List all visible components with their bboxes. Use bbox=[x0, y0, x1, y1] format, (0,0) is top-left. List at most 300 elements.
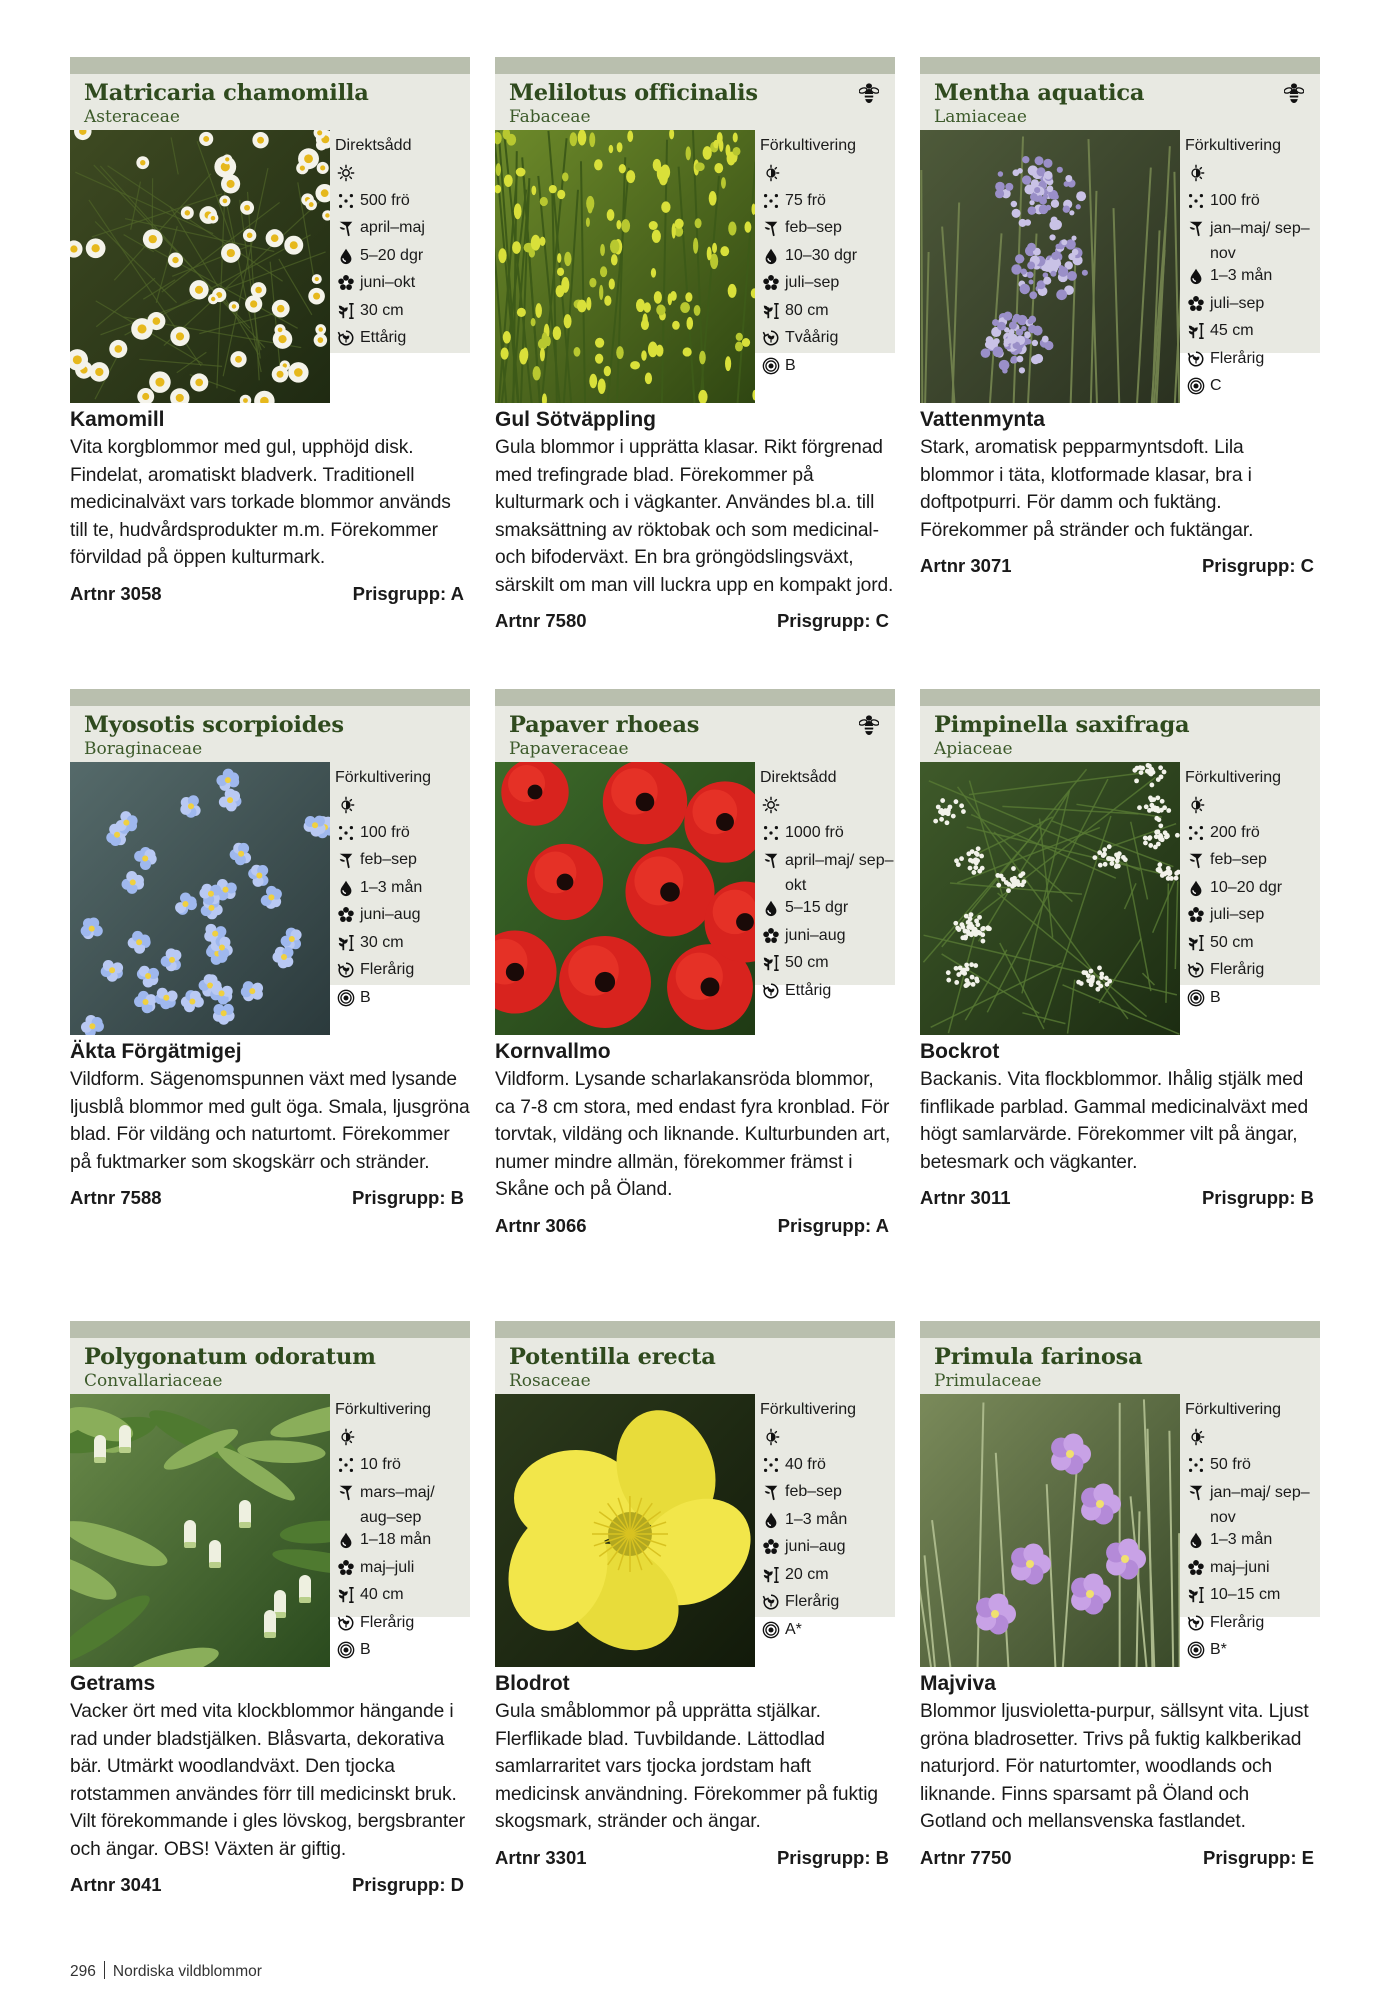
plant-height-value: 30 cm bbox=[360, 933, 404, 951]
sowing-method: Förkultivering bbox=[1185, 1401, 1282, 1418]
sun-icon bbox=[335, 163, 357, 183]
flower-icon bbox=[335, 273, 357, 293]
seeds-icon bbox=[335, 1455, 357, 1475]
card-body bbox=[920, 1670, 1320, 1872]
plant-card bbox=[495, 57, 895, 689]
sowing-period bbox=[760, 1482, 895, 1510]
light-requirement bbox=[1185, 163, 1320, 191]
target-icon bbox=[1185, 1640, 1207, 1660]
difficulty-group bbox=[760, 356, 895, 384]
plant-family: Fabaceae bbox=[509, 107, 591, 127]
plant-description: Blommor ljusvioletta-purpur, sällsynt vita. Ljust gröna bladrosetter. Trivs på fuktig kalkberikad naturjord. För naturtomter, woodlands och liknande. Finns sparsamt på Öland och Gotland och mellansvenska fastlandet. bbox=[920, 1701, 1309, 1832]
target-icon bbox=[760, 1620, 782, 1640]
price-group: Prisgrupp: A bbox=[352, 582, 464, 604]
product-meta bbox=[495, 607, 895, 635]
card-body bbox=[70, 1670, 470, 1899]
card-header-bar bbox=[70, 689, 470, 706]
plant-description: Gula blommor i upprätta klasar. Rikt förgrenad med trefingrade blad. Förekommer på kulturmark och i vägkanter. Användes bl.a. till smaksättning av röktobak och som medicinal- och bifoderväxt. En bra gröngödslingsväxt, särskilt om man vill luckra upp en kompakt jord. bbox=[495, 437, 894, 596]
sowing-icon bbox=[335, 850, 357, 870]
sowing-period-value: feb–sep bbox=[1210, 851, 1267, 868]
card-info-panel bbox=[70, 706, 470, 1006]
sowing-period-value: jan–maj/ sep–nov bbox=[1210, 1484, 1310, 1526]
germination-time bbox=[1185, 266, 1320, 294]
water-mint-photo bbox=[920, 130, 1180, 403]
difficulty-group bbox=[335, 988, 470, 1016]
sowing-period bbox=[1185, 1482, 1320, 1530]
seeds-icon bbox=[760, 823, 782, 843]
flowering-period-value: juli–sep bbox=[1210, 294, 1265, 312]
flowering-period-value: maj–juli bbox=[360, 1558, 415, 1576]
price-group: Prisgrupp: C bbox=[1201, 555, 1314, 576]
seed-count-value: 1000 frö bbox=[785, 823, 844, 841]
card-body bbox=[70, 406, 470, 608]
card-info-panel bbox=[920, 706, 1320, 1006]
germination-time bbox=[335, 1530, 470, 1558]
life-cycle bbox=[1185, 349, 1320, 377]
flowering-period bbox=[760, 273, 895, 301]
growing-specs bbox=[1185, 768, 1320, 1015]
sowing-method: Förkultivering bbox=[335, 769, 432, 786]
flower-icon bbox=[760, 273, 782, 293]
flower-icon bbox=[1185, 294, 1207, 314]
card-header-bar bbox=[495, 689, 895, 706]
plant-card bbox=[920, 1321, 1320, 1953]
card-row bbox=[70, 1321, 1320, 1953]
plant-height-value: 10–15 cm bbox=[1210, 1586, 1281, 1603]
footer-divider bbox=[104, 1961, 105, 1979]
page-footer bbox=[70, 1961, 262, 1981]
plant-height bbox=[335, 301, 470, 329]
plant-height bbox=[760, 301, 895, 329]
drop-icon bbox=[1185, 1530, 1207, 1550]
seed-count bbox=[760, 823, 895, 851]
germination-time-value: 10–30 dgr bbox=[785, 246, 858, 264]
seeds-icon bbox=[760, 1455, 782, 1475]
article-number: Artnr 3071 bbox=[920, 555, 1012, 576]
seed-count bbox=[335, 191, 470, 219]
target-icon bbox=[760, 356, 782, 376]
card-body bbox=[920, 406, 1320, 580]
cycle-icon bbox=[1185, 349, 1207, 369]
product-grid bbox=[70, 57, 1320, 1953]
height-icon bbox=[1185, 1585, 1207, 1605]
card-header-bar bbox=[70, 57, 470, 74]
germination-time-value: 1–3 mån bbox=[360, 878, 423, 896]
card-info-panel bbox=[920, 74, 1320, 394]
flowering-period-value: maj–juni bbox=[1210, 1558, 1270, 1576]
plant-family: Lamiaceae bbox=[934, 107, 1027, 127]
growing-specs bbox=[335, 1400, 470, 1668]
card-header-bar bbox=[920, 689, 1320, 706]
germination-time-value: 1–3 mån bbox=[1210, 267, 1273, 284]
seeds-icon bbox=[1185, 191, 1207, 211]
light-requirement bbox=[1185, 795, 1320, 823]
plant-height bbox=[760, 1565, 895, 1593]
plant-family: Primulaceae bbox=[934, 1371, 1042, 1391]
seed-count-value: 100 frö bbox=[360, 823, 410, 841]
height-icon bbox=[1185, 933, 1207, 953]
common-name: Majviva bbox=[920, 1672, 996, 1695]
common-name: Vattenmynta bbox=[920, 408, 1045, 431]
plant-card bbox=[70, 57, 470, 689]
seed-count bbox=[1185, 1455, 1320, 1483]
light-requirement bbox=[335, 1427, 470, 1455]
seeds-icon bbox=[760, 191, 782, 211]
seed-count-value: 100 frö bbox=[1210, 191, 1260, 209]
common-name: Blodrot bbox=[495, 1672, 570, 1695]
plant-description: Vita korgblommor med gul, upphöjd disk. Findelat, aromatiskt bladverk. Traditionell medicinalväxt vars torkade blommor används till te, hudvårdsprodukter m.m. Förekommer förvildad på öppen kulturmark. bbox=[70, 437, 451, 568]
cycle-icon bbox=[1185, 1613, 1207, 1633]
germination-time-value: 5–20 dgr bbox=[360, 246, 424, 264]
life-cycle bbox=[335, 960, 470, 988]
common-name: Äkta Förgätmigej bbox=[70, 1040, 242, 1063]
flowering-period bbox=[1185, 1558, 1320, 1586]
life-cycle bbox=[760, 328, 895, 356]
plant-description: Stark, aromatisk pepparmyntsdoft. Lila blommor i täta, klotformade klasar, bra i doftpotpurri. För damm och fuktäng. Förekommer på stränder och fuktängar. bbox=[920, 437, 1254, 541]
section-name: Nordiska vildblommor bbox=[112, 1963, 262, 1980]
target-icon bbox=[1185, 988, 1207, 1008]
card-header-bar bbox=[920, 1321, 1320, 1338]
product-meta bbox=[70, 1871, 470, 1899]
scientific-name: Primula farinosa bbox=[934, 1344, 1143, 1370]
card-body bbox=[495, 1670, 895, 1872]
common-name: Getrams bbox=[70, 1672, 156, 1695]
sowing-period bbox=[1185, 850, 1320, 878]
flowering-period-value: juni–aug bbox=[360, 906, 421, 923]
card-header-bar bbox=[70, 1321, 470, 1338]
plant-card bbox=[495, 1321, 895, 1953]
product-meta bbox=[920, 1844, 1320, 1872]
flowering-period-value: juli–sep bbox=[785, 274, 840, 291]
flowering-period bbox=[1185, 294, 1320, 322]
seed-count bbox=[1185, 191, 1320, 219]
scientific-name: Mentha aquatica bbox=[934, 80, 1145, 106]
sowing-icon bbox=[760, 218, 782, 238]
difficulty-group-value: B bbox=[360, 988, 371, 1006]
germination-time-value: 5–15 dgr bbox=[785, 899, 849, 916]
growing-specs bbox=[1185, 136, 1320, 404]
plant-height bbox=[335, 933, 470, 961]
sowing-period-value: jan–maj/ sep–nov bbox=[1210, 220, 1310, 262]
height-icon bbox=[335, 1585, 357, 1605]
flowering-period bbox=[335, 273, 470, 301]
seed-count-value: 10 frö bbox=[360, 1455, 401, 1473]
seeds-icon bbox=[1185, 823, 1207, 843]
card-header-bar bbox=[495, 57, 895, 74]
scientific-name: Pimpinella saxifraga bbox=[934, 712, 1190, 738]
sowing-method: Förkultivering bbox=[335, 1401, 432, 1418]
price-group: Prisgrupp: C bbox=[776, 610, 889, 631]
growing-specs bbox=[760, 768, 895, 1008]
difficulty-group bbox=[1185, 988, 1320, 1016]
drop-icon bbox=[335, 246, 357, 266]
sowing-method: Förkultivering bbox=[760, 1401, 857, 1418]
sowing-period bbox=[760, 218, 895, 246]
seed-count-value: 200 frö bbox=[1210, 823, 1260, 841]
seed-count bbox=[1185, 823, 1320, 851]
seed-count bbox=[335, 823, 470, 851]
article-number: Artnr 3066 bbox=[495, 1214, 587, 1236]
yellow-sweetclover-photo bbox=[495, 130, 755, 403]
sowing-period-value: april–maj bbox=[360, 219, 425, 236]
solomons-seal-photo bbox=[70, 1394, 330, 1667]
sun-partial-shade-icon bbox=[335, 1427, 357, 1447]
sowing-method: Förkultivering bbox=[1185, 769, 1282, 786]
sun-partial-shade-icon bbox=[335, 795, 357, 815]
growing-specs bbox=[1185, 1400, 1320, 1668]
flowering-period-value: juni–okt bbox=[360, 274, 416, 291]
plant-height-value: 50 cm bbox=[1210, 933, 1254, 951]
drop-icon bbox=[1185, 878, 1207, 898]
sowing-period-value: feb–sep bbox=[785, 1483, 842, 1500]
price-group: Prisgrupp: B bbox=[351, 1187, 464, 1208]
life-cycle bbox=[760, 981, 895, 1009]
difficulty-group-value: B* bbox=[1210, 1641, 1227, 1658]
life-cycle bbox=[760, 1592, 895, 1620]
plant-description: Backanis. Vita flockblommor. Ihålig stjälk med finflikade parblad. Gammal medicinalväxt med högt samlarvärde. Förekommer vilt på ängar, betesmark och vägkanter. bbox=[920, 1069, 1309, 1173]
plant-height-value: 20 cm bbox=[785, 1565, 829, 1583]
sowing-method: Förkultivering bbox=[1185, 137, 1282, 154]
plant-family: Boraginaceae bbox=[84, 739, 203, 759]
sowing-icon bbox=[760, 850, 782, 870]
card-row bbox=[70, 57, 1320, 689]
life-cycle bbox=[335, 328, 470, 356]
target-icon bbox=[1185, 376, 1207, 396]
sun-partial-shade-icon bbox=[1185, 1427, 1207, 1447]
product-meta bbox=[495, 1844, 895, 1872]
bee-icon bbox=[859, 714, 879, 738]
seed-count bbox=[760, 191, 895, 219]
sun-icon bbox=[760, 795, 782, 815]
plant-family: Rosaceae bbox=[509, 1371, 591, 1391]
flowering-period-value: juli–sep bbox=[1210, 906, 1265, 923]
scientific-name: Melilotus officinalis bbox=[509, 80, 758, 106]
germination-time-value: 10–20 dgr bbox=[1210, 878, 1283, 896]
height-icon bbox=[335, 933, 357, 953]
life-cycle-value: Tvåårig bbox=[785, 329, 839, 346]
seed-count-value: 40 frö bbox=[785, 1455, 826, 1473]
difficulty-group-value: B bbox=[785, 356, 796, 374]
seed-count bbox=[335, 1455, 470, 1483]
sowing-icon bbox=[335, 1482, 357, 1502]
drop-icon bbox=[760, 246, 782, 266]
sowing-period-value: mars–maj/ aug–sep bbox=[360, 1484, 435, 1526]
scientific-name: Myosotis scorpioides bbox=[84, 712, 344, 738]
sowing-icon bbox=[335, 218, 357, 238]
sowing-method: Direktsådd bbox=[760, 769, 837, 786]
card-header-bar bbox=[495, 1321, 895, 1338]
flower-icon bbox=[335, 905, 357, 925]
plant-card bbox=[920, 689, 1320, 1321]
germination-time bbox=[760, 1510, 895, 1538]
drop-icon bbox=[760, 1510, 782, 1530]
difficulty-group bbox=[335, 1640, 470, 1668]
life-cycle bbox=[1185, 1613, 1320, 1641]
light-requirement bbox=[760, 163, 895, 191]
article-number: Artnr 3058 bbox=[70, 582, 162, 604]
plant-height bbox=[760, 953, 895, 981]
article-number: Artnr 3041 bbox=[70, 1874, 162, 1895]
target-icon bbox=[335, 988, 357, 1008]
difficulty-group bbox=[760, 1620, 895, 1648]
germination-time bbox=[335, 246, 470, 274]
product-meta bbox=[920, 552, 1320, 580]
difficulty-group-value: C bbox=[1210, 377, 1222, 394]
drop-icon bbox=[760, 898, 782, 918]
flower-icon bbox=[1185, 1558, 1207, 1578]
life-cycle-value: Flerårig bbox=[1210, 1613, 1265, 1631]
growing-specs bbox=[335, 768, 470, 1015]
germination-time-value: 1–3 mån bbox=[1210, 1531, 1273, 1548]
difficulty-group-value: B bbox=[360, 1641, 371, 1658]
plant-description: Gula småblommor på upprätta stjälkar. Flerflikade blad. Tuvbildande. Lättodlad samlarraritet vars tjocka jordstam haft medicinsk användning. Förekommer på fuktig skogsmark, stränder och ängar. bbox=[495, 1701, 878, 1832]
difficulty-group bbox=[1185, 1640, 1320, 1668]
common-name: Gul Sötväppling bbox=[495, 408, 656, 431]
sowing-period bbox=[335, 1482, 470, 1530]
sowing-period bbox=[1185, 218, 1320, 266]
flower-icon bbox=[760, 1537, 782, 1557]
seeds-icon bbox=[335, 823, 357, 843]
plant-family: Convallariaceae bbox=[84, 1371, 223, 1391]
life-cycle-value: Flerårig bbox=[360, 1613, 415, 1631]
height-icon bbox=[760, 953, 782, 973]
germination-time-value: 1–18 mån bbox=[360, 1531, 432, 1548]
cycle-icon bbox=[335, 328, 357, 348]
flower-icon bbox=[335, 1558, 357, 1578]
cycle-icon bbox=[760, 1592, 782, 1612]
product-meta bbox=[70, 1184, 470, 1212]
difficulty-group bbox=[1185, 376, 1320, 404]
cycle-icon bbox=[760, 981, 782, 1001]
article-number: Artnr 7580 bbox=[495, 610, 587, 631]
flowering-period bbox=[760, 1537, 895, 1565]
price-group: Prisgrupp: B bbox=[776, 1846, 889, 1868]
germination-time bbox=[1185, 1530, 1320, 1558]
card-info-panel bbox=[495, 1338, 895, 1638]
sowing-icon bbox=[1185, 1482, 1207, 1502]
sowing-period-value: feb–sep bbox=[785, 219, 842, 236]
article-number: Artnr 3011 bbox=[920, 1187, 1011, 1208]
flower-icon bbox=[1185, 905, 1207, 925]
price-group: Prisgrupp: D bbox=[351, 1874, 464, 1895]
light-requirement bbox=[760, 1427, 895, 1455]
sun-partial-shade-icon bbox=[1185, 163, 1207, 183]
sun-partial-shade-icon bbox=[1185, 795, 1207, 815]
red-poppy-photo bbox=[495, 762, 755, 1035]
product-meta bbox=[920, 1184, 1320, 1212]
plant-height bbox=[1185, 933, 1320, 961]
difficulty-group-value: B bbox=[1210, 988, 1221, 1006]
plant-description: Vacker ört med vita klockblommor hängande i rad under bladstjälken. Blåsvarta, dekorativa bär. Utmärkt woodlandväxt. Den tjocka rotstammen användes förr till medicinskt bruk. Vilt förekommande i gles lövskog, bergsbranter och ängar. OBS! Växten är giftig. bbox=[70, 1701, 465, 1860]
common-name: Bockrot bbox=[920, 1040, 1000, 1063]
seed-count-value: 500 frö bbox=[360, 191, 410, 209]
product-meta bbox=[495, 1212, 895, 1240]
germination-time bbox=[1185, 878, 1320, 906]
bee-icon bbox=[859, 82, 879, 106]
scientific-name: Matricaria chamomilla bbox=[84, 80, 369, 106]
sowing-icon bbox=[760, 1482, 782, 1502]
cycle-icon bbox=[760, 328, 782, 348]
card-info-panel bbox=[70, 1338, 470, 1658]
height-icon bbox=[335, 301, 357, 321]
sun-partial-shade-icon bbox=[760, 1427, 782, 1447]
sowing-period bbox=[335, 850, 470, 878]
article-number: Artnr 3301 bbox=[495, 1846, 587, 1868]
plant-card bbox=[70, 1321, 470, 1953]
card-body bbox=[495, 1038, 895, 1240]
sowing-method: Direktsådd bbox=[335, 137, 412, 154]
plant-card bbox=[495, 689, 895, 1321]
sowing-icon bbox=[1185, 850, 1207, 870]
plant-description: Vildform. Sägenomspunnen växt med lysande ljusblå blommor med gult öga. Smala, ljusgröna blad. För vildäng och naturtomt. Förekommer på fuktmarker som skogskärr och stränder. bbox=[70, 1069, 470, 1173]
flowering-period bbox=[335, 905, 470, 933]
difficulty-group-value: A* bbox=[785, 1620, 802, 1638]
flowering-period bbox=[760, 926, 895, 954]
price-group: Prisgrupp: A bbox=[777, 1214, 889, 1236]
flowering-period bbox=[335, 1558, 470, 1586]
life-cycle-value: Flerårig bbox=[785, 1593, 840, 1610]
plant-height-value: 30 cm bbox=[360, 301, 404, 319]
growing-specs bbox=[335, 136, 470, 356]
price-group: Prisgrupp: B bbox=[1201, 1187, 1314, 1208]
bee-icon bbox=[1284, 82, 1304, 106]
chamomille-photo bbox=[70, 130, 330, 403]
sowing-period-value: feb–sep bbox=[360, 851, 417, 868]
article-number: Artnr 7750 bbox=[920, 1846, 1012, 1868]
sun-partial-shade-icon bbox=[760, 163, 782, 183]
life-cycle-value: Flerårig bbox=[360, 961, 415, 978]
plant-height-value: 80 cm bbox=[785, 301, 829, 319]
plant-height bbox=[335, 1585, 470, 1613]
drop-icon bbox=[335, 878, 357, 898]
page-number: 296 bbox=[70, 1963, 96, 1980]
light-requirement bbox=[335, 163, 470, 191]
tormentil-photo bbox=[495, 1394, 755, 1667]
plant-height-value: 45 cm bbox=[1210, 322, 1254, 339]
plant-height bbox=[1185, 1585, 1320, 1613]
seed-count bbox=[760, 1455, 895, 1483]
drop-icon bbox=[335, 1530, 357, 1550]
plant-description: Vildform. Lysande scharlakansröda blommor, ca 7-8 cm stora, med endast fyra kronblad. För torvtak, vildäng och liknande. Kulturbunden art, numer mindre allmän, förekommer främst i Skåne och på Öland. bbox=[495, 1069, 891, 1200]
bird-eye-primrose-photo bbox=[920, 1394, 1180, 1667]
germination-time-value: 1–3 mån bbox=[785, 1510, 848, 1528]
seed-count-value: 75 frö bbox=[785, 191, 826, 209]
card-body bbox=[495, 406, 895, 635]
card-info-panel bbox=[495, 706, 895, 999]
life-cycle-value: Ettårig bbox=[785, 981, 832, 999]
product-meta bbox=[70, 580, 470, 608]
sowing-period bbox=[335, 218, 470, 246]
price-group: Prisgrupp: E bbox=[1202, 1846, 1314, 1868]
life-cycle-value: Flerårig bbox=[1210, 349, 1265, 367]
life-cycle bbox=[1185, 960, 1320, 988]
card-info-panel bbox=[920, 1338, 1320, 1658]
height-icon bbox=[1185, 321, 1207, 341]
card-body bbox=[70, 1038, 470, 1212]
plant-family: Apiaceae bbox=[934, 739, 1013, 759]
sowing-icon bbox=[1185, 218, 1207, 238]
flowering-period bbox=[1185, 905, 1320, 933]
scientific-name: Polygonatum odoratum bbox=[84, 1344, 376, 1370]
seeds-icon bbox=[335, 191, 357, 211]
plant-card bbox=[920, 57, 1320, 689]
germination-time bbox=[335, 878, 470, 906]
light-requirement bbox=[335, 795, 470, 823]
forget-me-not-photo bbox=[70, 762, 330, 1035]
life-cycle-value: Flerårig bbox=[1210, 961, 1265, 978]
growing-specs bbox=[760, 136, 895, 383]
plant-family: Papaveraceae bbox=[509, 739, 629, 759]
